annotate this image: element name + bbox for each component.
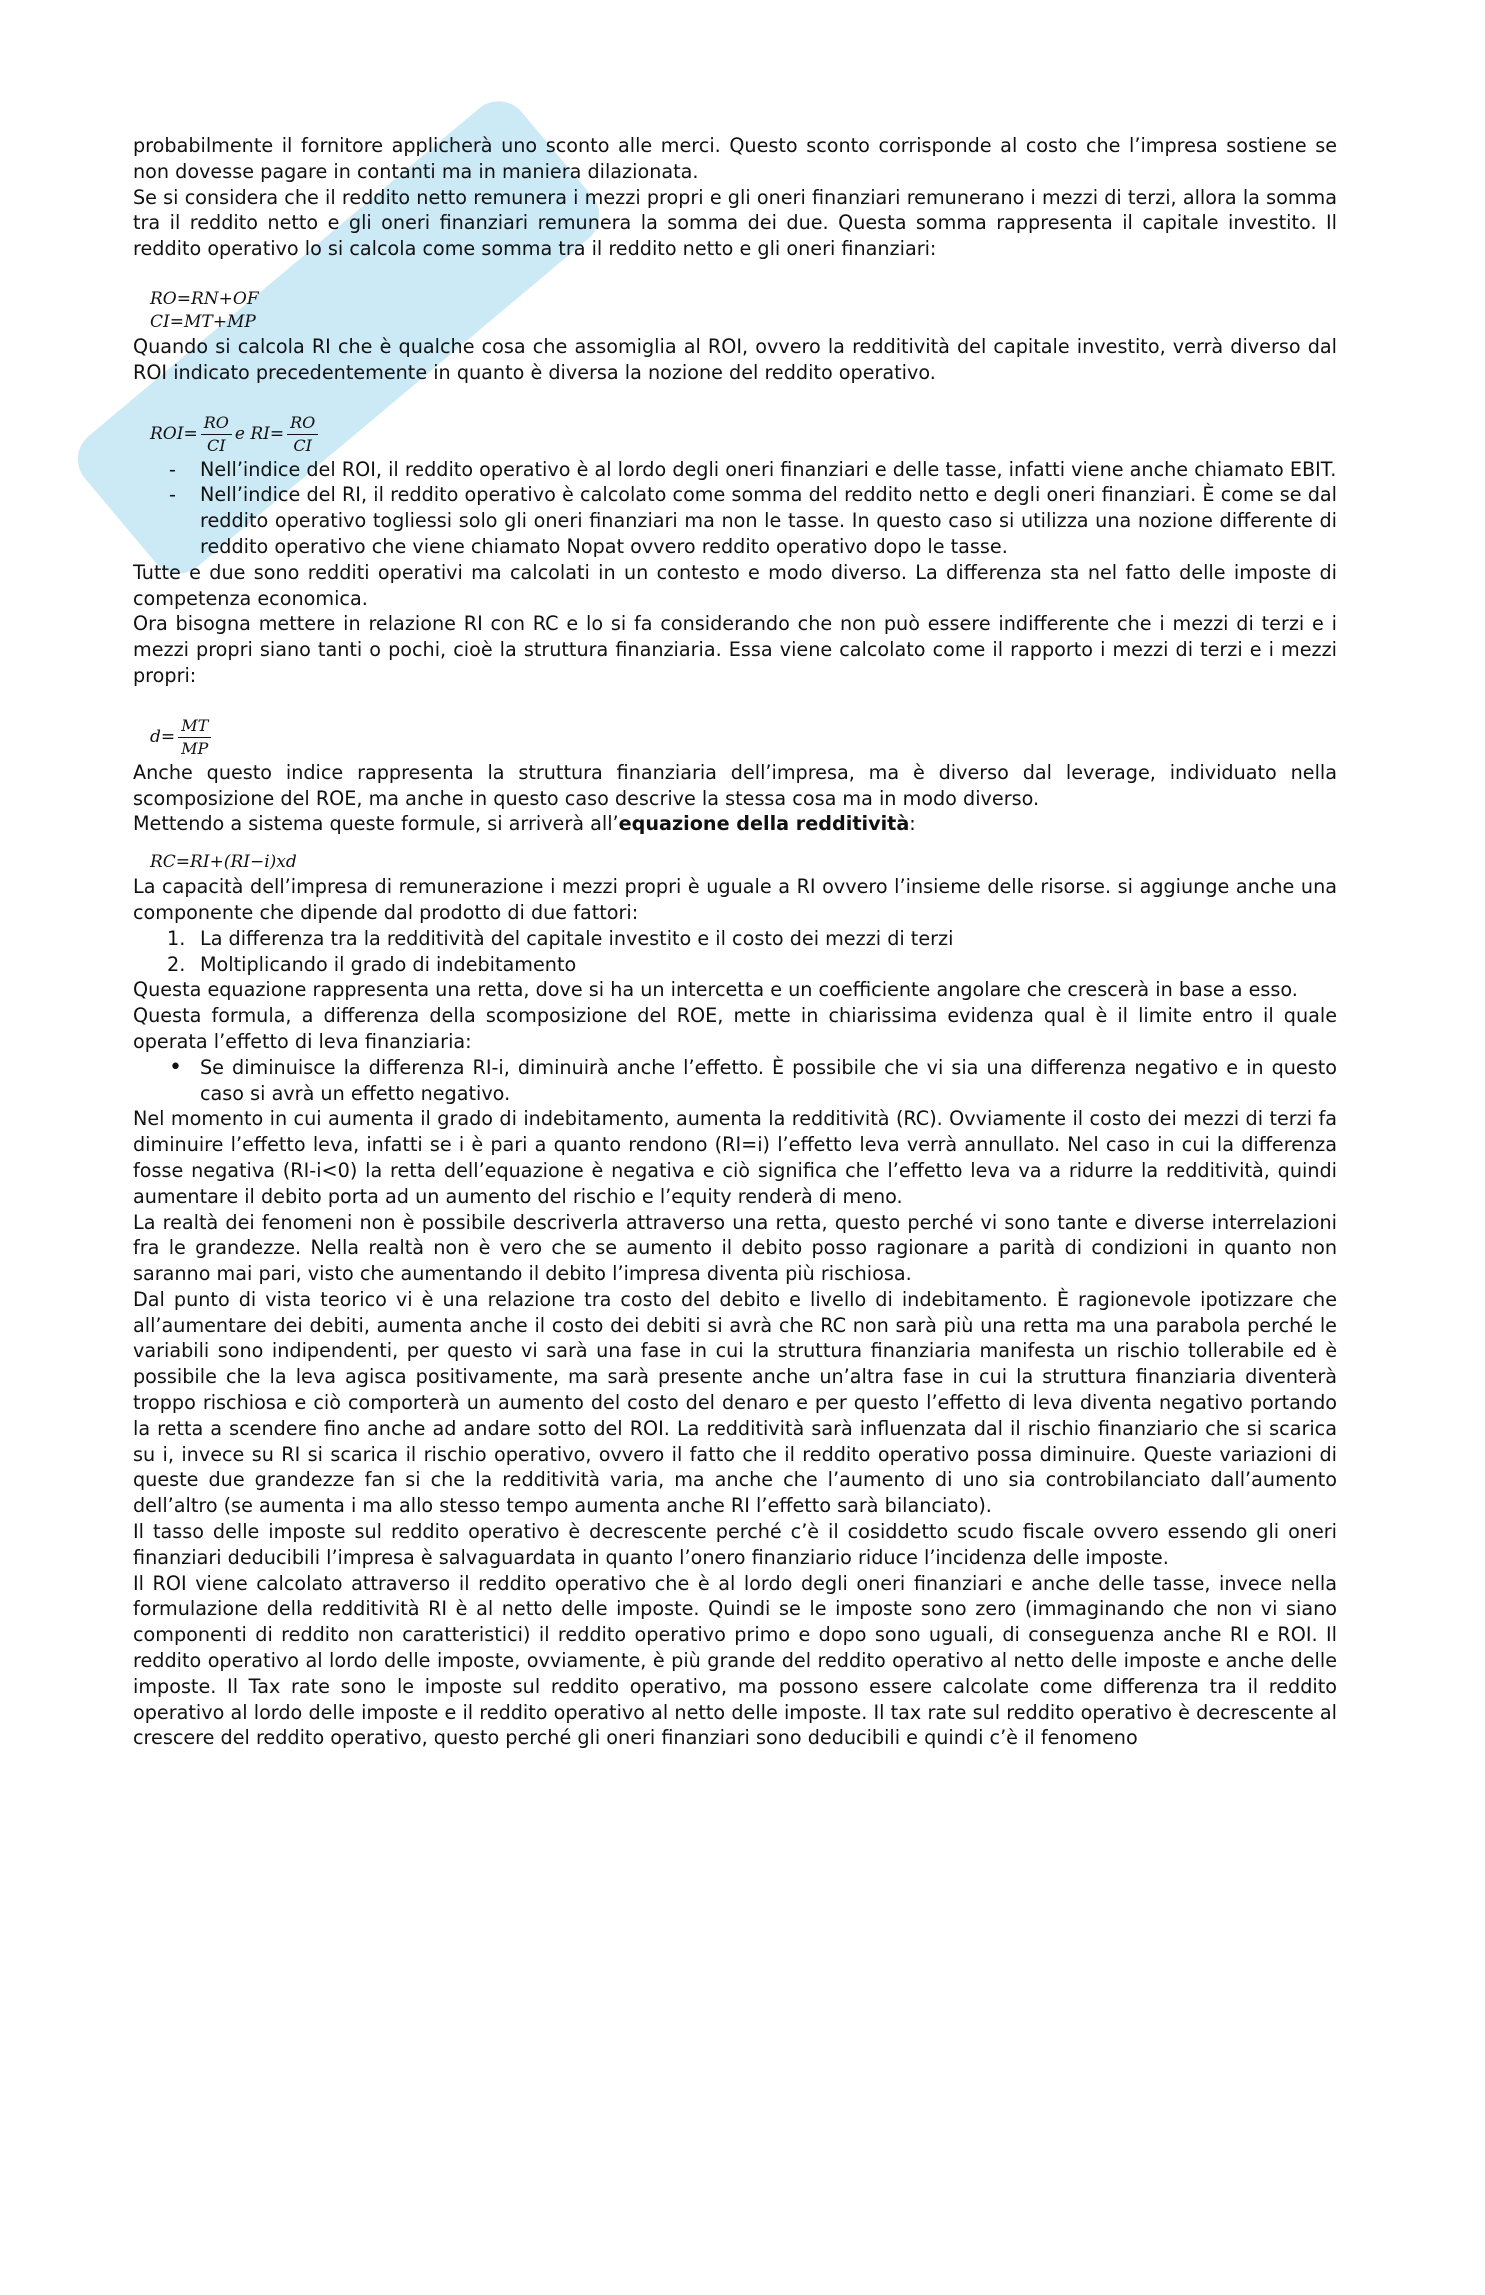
paragraph: La capacità dell’impresa di remunerazione i mezzi propri è uguale a RI ovvero l’insieme delle risorse. si aggiunge anche una componente che dipende dal prodotto di due fattori: xyxy=(133,875,1337,924)
paragraph: Dal punto di vista teorico vi è una relazione tra costo del debito e livello di indebitamento. È ragionevole ipotizzare che all’aumentare dei debiti, aumenta anche il costo dei debiti si avrà che RC non sarà più una retta ma una parabola perché le variabili sono indipendenti, per questo vi sarà una fase in cui la struttura finanziaria manifesta un rischio tollerabile ed è possibile che la leva agisca positivamente, ma sarà presente anche un’altra fase in cui la struttura finanziaria diventerà troppo rischiosa e ciò comporterà un aumento del costo del denaro e per questo l’effetto di leva diventa negativo portando la retta a scendere fino anche ad andare sotto del ROI. La redditività sarà influenzata dal il rischio finanziario che si scarica su i, invece su RI si scarica il rischio operativo, ovvero il fatto che il reddito operativo possa diminuire. Queste variazioni di queste due grandezze fan si che la redditività varia, ma anche che l’aumento di uno sia controbilanciato dall’aumento dell’altro (se aumenta i ma allo stesso tempo aumenta anche RI l’effetto sarà bilanciato). xyxy=(133,1287,1337,1518)
bullet-marker: • xyxy=(169,1054,182,1080)
paragraph: Anche questo indice rappresenta la struttura finanziaria dell’impresa, ma è diverso dal leverage, individuato nella scomposizione del ROE, ma anche in questo caso descrive la stessa cosa ma in modo diverso. xyxy=(133,760,1337,810)
list-item xyxy=(133,926,1337,952)
dash-list xyxy=(133,457,1337,560)
fraction-denominator: MP xyxy=(181,738,209,758)
list-item-text: Nell’indice del ROI, il reddito operativo è al lordo degli oneri finanziari e delle tasse, infatti viene anche chiamato EBIT. xyxy=(200,457,1337,481)
formula-rc: RC=RI+(RI−i)xd xyxy=(150,852,297,873)
bullet-list xyxy=(133,1055,1337,1107)
paragraph: Il ROI viene calcolato attraverso il reddito operativo che è al lordo degli oneri finanziari e anche delle tasse, invece nella formulazione della redditività RI è al netto delle imposte. Quindi se le imposte sono zero (immaginando che non vi siano componenti di reddito non caratteristici) il reddito operativo primo e dopo sono uguali, di conseguenza anche RI e ROI. Il reddito operativo al lordo delle imposte, ovviamente, è più grande del reddito operativo al netto delle imposte e anche delle imposte. Il Tax rate sono le imposte sul reddito operativo, ma possono essere calcolate come differenza tra il reddito operativo al lordo delle imposte e il reddito operativo al netto delle imposte. Il tax rate sul reddito operativo è decrescente al crescere del reddito operativo, questo perché gli oneri finanziari sono deducibili e quindi c’è il fenomeno xyxy=(133,1571,1337,1750)
paragraph: La realtà dei fenomeni non è possibile descriverla attraverso una retta, questo perché vi sono tante e diverse interrelazioni fra le grandezze. Nella realtà non è vero che se aumento il debito posso ragionare a parità di condizioni in quanto non saranno mai pari, visto che aumentando il debito l’impresa diventa più rischiosa. xyxy=(133,1210,1337,1286)
fraction-denominator: CI xyxy=(207,435,226,455)
formula-roi-lhs: ROI= xyxy=(150,423,198,444)
list-item-text: La differenza tra la redditività del capitale investito e il costo dei mezzi di terzi xyxy=(200,926,954,950)
paragraph: Nel momento in cui aumenta il grado di indebitamento, aumenta la redditività (RC). Ovviamente il costo dei mezzi di terzi fa diminuire l’effetto leva, infatti se i è pari a quanto rendono (RI=i) l’effetto leva verrà annullato. Nel caso in cui la differenza fosse negativa (RI-i<0) la retta dell’equazione è negativa e ciò significa che l’effetto leva va a ridurre la redditività, quindi aumentare il debito porta ad un aumento del rischio e l’equity renderà di meno. xyxy=(133,1107,1337,1208)
dash-marker: - xyxy=(169,483,176,507)
paragraph: probabilmente il fornitore applicherà uno sconto alle merci. Questo sconto corrisponde al costo che l’impresa sostiene se non dovesse pagare in contanti ma in maniera dilazionata. xyxy=(133,134,1337,183)
list-item-text: Nell’indice del RI, il reddito operativo è calcolato come somma del reddito netto e degli oneri finanziari. È come se dal reddito operativo togliessi solo gli oneri finanziari ma non le tasse. In questo caso si utilizza una nozione differente di reddito operativo che viene chiamato Nopat ovvero reddito operativo dopo le tasse. xyxy=(200,483,1337,558)
number-marker: 1. xyxy=(167,926,186,950)
list-item-text: Moltiplicando il grado di indebitamento xyxy=(200,952,577,976)
formula-ci: CI=MT+MP xyxy=(150,311,256,332)
document-body xyxy=(133,133,1337,1751)
dash-marker: - xyxy=(169,457,176,481)
list-item xyxy=(133,1055,1337,1107)
bold-term: equazione della redditività xyxy=(618,812,910,836)
formula-d-lhs: d= xyxy=(150,726,176,747)
fraction-denominator: CI xyxy=(293,435,312,455)
formula-d xyxy=(133,715,1337,760)
paragraph xyxy=(133,811,1337,837)
paragraph: Tutte e due sono redditi operativi ma calcolati in un contesto e modo diverso. La differenza sta nel fatto delle imposte di competenza economica. xyxy=(133,560,1337,610)
fraction-ri xyxy=(287,412,318,457)
text-span: : xyxy=(909,812,916,836)
paragraph: Ora bisogna mettere in relazione RI con RC e lo si fa considerando che non può essere indifferente che i mezzi di terzi e i mezzi propri siano tanti o pochi, cioè la struttura finanziaria. Essa viene calcolato come il rapporto i mezzi di terzi e i mezzi propri: xyxy=(133,612,1337,687)
number-marker: 2. xyxy=(167,952,186,976)
fraction-numerator: RO xyxy=(201,412,232,435)
list-item xyxy=(133,952,1337,978)
formula-ri-lhs: e RI= xyxy=(234,423,285,444)
text-span: Mettendo a sistema queste formule, si arriverà all’ xyxy=(133,812,619,836)
paragraph: Il tasso delle imposte sul reddito operativo è decrescente perché c’è il cosiddetto scudo fiscale ovvero essendo gli oneri finanziari deducibili l’impresa è salvaguardata in quanto l’onero finanziario riduce l’incidenza delle imposte. xyxy=(133,1520,1337,1569)
paragraph: Se si considera che il reddito netto remunera i mezzi propri e gli oneri finanziari remunerano i mezzi di terzi, allora la somma tra il reddito netto e gli oneri finanziari remunera la somma dei due. Questa somma rappresenta il capitale investito. Il reddito operativo lo si calcola come somma tra il reddito netto e gli oneri finanziari: xyxy=(133,185,1337,261)
list-item-text: Se diminuisce la differenza RI-i, diminuirà anche l’effetto. È possibile che vi sia una differenza negativo e in questo caso si avrà un effetto negativo. xyxy=(200,1055,1337,1105)
fraction-numerator: MT xyxy=(178,715,211,738)
paragraph: Questa formula, a differenza della scomposizione del ROE, mette in chiarissima evidenza qual è il limite entro il quale operata l’effetto di leva finanziaria: xyxy=(133,1004,1337,1053)
fraction-numerator: RO xyxy=(287,412,318,435)
formula-roi-ri xyxy=(133,412,1337,457)
paragraph: Quando si calcola RI che è qualche cosa che assomiglia al ROI, ovvero la redditività del capitale investito, verrà diverso dal ROI indicato precedentemente in quanto è diversa la nozione del reddito operativo. xyxy=(133,334,1337,384)
numbered-list xyxy=(133,926,1337,978)
list-item xyxy=(133,457,1337,483)
fraction-roi xyxy=(201,412,232,457)
list-item xyxy=(133,482,1337,559)
fraction-d xyxy=(178,715,211,760)
formula-ro: RO=RN+OF xyxy=(150,288,259,309)
paragraph: Questa equazione rappresenta una retta, dove si ha un intercetta e un coefficiente angolare che crescerà in base a esso. xyxy=(133,978,1298,1002)
